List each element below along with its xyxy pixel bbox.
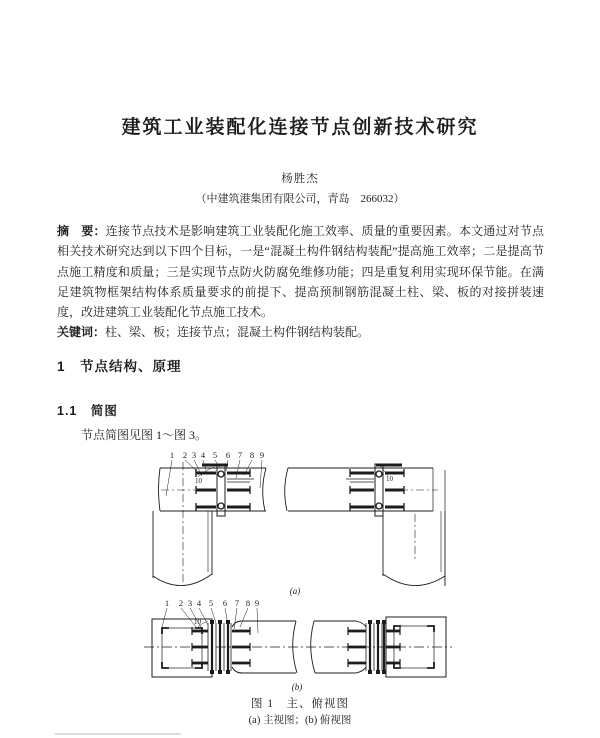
front-matter [57,221,544,343]
callout-1: 1 [169,450,175,460]
callout-8: 8 [245,598,251,608]
keywords-label: 关键词： [57,325,106,340]
callout-2: 2 [182,450,188,460]
callout-10-left: 10 [194,618,201,626]
author-name: 杨胜杰 [281,173,319,185]
body-text-figure-reference: 节点简图见图 1～图 3。 [81,428,208,442]
abstract-paragraph [57,221,544,322]
subfigure-b-label: (b) [291,682,303,692]
left-connection-plates [208,621,231,673]
callout-5: 5 [208,598,214,608]
callout-10-left: 10 [195,477,202,485]
abstract-text: 连接节点技术是影响建筑工业装配化施工效率、质量的重要因素。本文通过对节点相关技术研究达到以下四个目标，一是“混凝土构件钢结构装配”提高施工效率；二是提高节点施工精度和质量；三是实现节点防火防腐免维修功能；四是重复利用实现环保节能。在满足建筑物框架结构体系质量要求的前提下、提高预制钢筋混凝土柱、梁、板的对接拼装速度，改进建筑工业装配化节点施工技术。 [57,224,544,320]
subfigure-a-label: (a) [289,586,301,596]
right-joint-hardware [346,464,404,516]
section-heading-1: 1 节点结构、原理 [57,359,182,374]
callout-9: 9 [254,598,260,608]
callout-7: 7 [237,450,243,460]
figure-1-caption: 图 1 主、俯视图 [250,698,350,710]
page-title: 建筑工业装配化连接节点创新技术研究 [121,117,479,138]
callout-1: 1 [164,598,170,608]
left-joint-hardware [196,464,254,516]
callout-10-right: 10 [386,475,393,483]
callout-5: 5 [212,450,218,460]
abstract-label: 摘 要： [57,224,106,238]
author-affiliation: （中建筑港集团有限公司，青岛 266032） [195,193,405,205]
left-column-outline [153,511,212,586]
figure-1a-drawing [138,448,458,598]
keywords-line [57,322,544,342]
callout-6: 6 [225,450,231,460]
centerlines-a [161,462,438,584]
figure-1a-front-view [138,448,458,598]
figure-1b-drawing [138,597,458,697]
callout-9: 9 [259,450,265,460]
callout-3: 3 [191,450,197,460]
callout-4: 4 [200,450,206,460]
figure-1b-top-view [138,597,458,697]
callout-3: 3 [187,598,193,608]
callout-2: 2 [178,598,184,608]
keywords-text: 柱、梁、板；连接节点；混凝土构件钢结构装配。 [105,325,370,340]
callout-6: 6 [222,598,228,608]
callout-numbers-b [165,598,302,692]
scan-artifact-line [55,733,181,735]
callout-4: 4 [196,598,202,608]
callout-8: 8 [249,450,255,460]
right-column-outline [383,511,445,586]
callout-7: 7 [234,598,240,608]
figure-1-subcaption: (a) 主视图；(b) 俯视图 [248,715,352,726]
section-heading-1-1: 1.1 简图 [57,404,118,418]
